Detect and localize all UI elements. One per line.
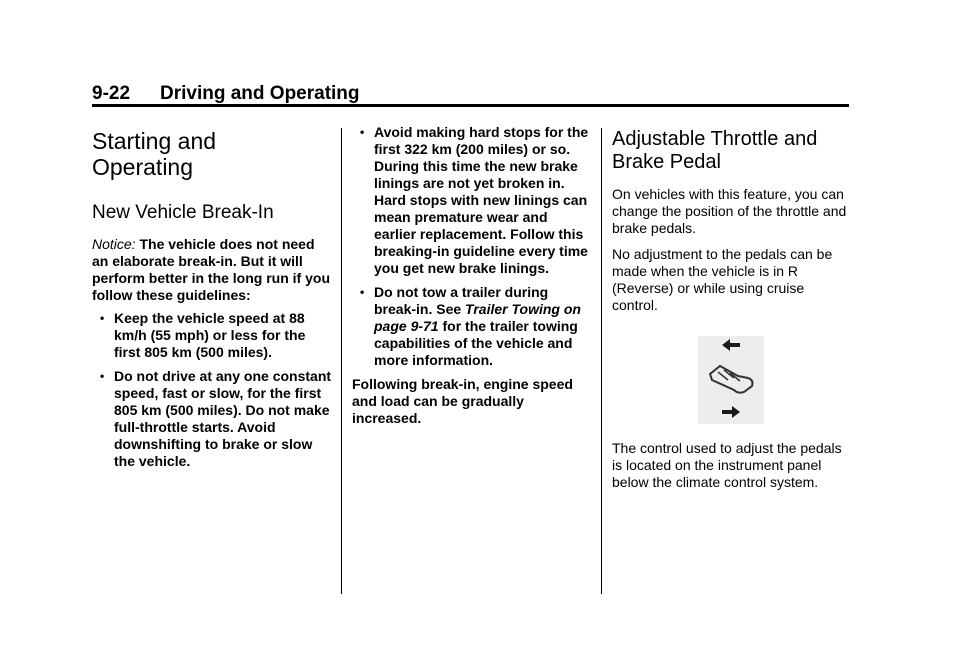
list-item-text: Keep the vehicle speed at 88 km/h (55 mph) or less for the first 805 km (500 miles). [114, 310, 306, 360]
bullet-icon: • [360, 285, 365, 299]
adjustable-pedal-icon [698, 336, 764, 424]
arrow-right-icon [722, 406, 740, 418]
column-divider-right [601, 128, 602, 594]
section-heading-line2: Brake Pedal [612, 151, 721, 173]
guideline-list-continued [352, 124, 592, 369]
section-heading-line2: Operating [92, 154, 194, 180]
bullet-icon: • [100, 369, 105, 383]
section-heading [612, 128, 852, 174]
notice-text: The vehicle does not need an elaborate break-in. But it will perform better in the long run if you follow these guidelines: [92, 236, 330, 303]
section-title: Driving and Operating [160, 83, 360, 104]
guideline-list [92, 310, 332, 470]
column-2 [352, 124, 592, 427]
closing-paragraph: Following break-in, engine speed and load can be gradually increased. [352, 376, 573, 426]
section-heading [92, 128, 332, 180]
bullet-icon: • [100, 311, 105, 325]
list-item [92, 310, 332, 361]
notice-paragraph [92, 236, 332, 304]
list-item [352, 284, 592, 369]
subsection-heading: New Vehicle Break-In [92, 202, 274, 223]
paragraph: No adjustment to the pedals can be made when the vehicle is in R (Reverse) or while using cruise control. [612, 246, 833, 313]
list-item-text-pre: Do not tow a trailer during break-in. See [374, 284, 549, 317]
section-heading-line1: Starting and [92, 128, 217, 154]
cross-reference-link[interactable]: Trailer Towing on page 9-71 [374, 301, 581, 334]
list-item [352, 124, 592, 277]
foot-pedal-shape [710, 366, 753, 393]
paragraph: The control used to adjust the pedals is located on the instrument panel below the climate control system. [612, 440, 842, 490]
bullet-icon: • [360, 125, 365, 139]
list-item-text-post: for the trailer towing capabilities of the vehicle and more information. [374, 318, 578, 368]
column-3 [612, 128, 852, 500]
column-1 [92, 128, 332, 477]
header-rule [92, 104, 849, 107]
list-item-text: Avoid making hard stops for the first 322 km (200 miles) or so. During this time the new brake linings are not yet broken in. Hard stops with new linings can mean premature wear and earlier replacement. Follow this breaking-in guideline every time you get new brake linings. [374, 124, 589, 276]
list-item [92, 368, 332, 470]
column-divider-left [341, 128, 342, 594]
list-item-text: Do not drive at any one constant speed, fast or slow, for the first 805 km (500 miles). Do not make full-throttle starts. Avoid downshifting to brake or slow the vehicle. [114, 368, 332, 469]
pedal-illustration [698, 336, 764, 424]
arrow-left-icon [722, 339, 740, 351]
section-heading-line1: Adjustable Throttle and [612, 128, 818, 150]
notice-label: Notice: [92, 236, 136, 252]
page-number: 9-22 [92, 83, 131, 104]
paragraph: On vehicles with this feature, you can change the position of the throttle and brake pedals. [612, 186, 847, 236]
